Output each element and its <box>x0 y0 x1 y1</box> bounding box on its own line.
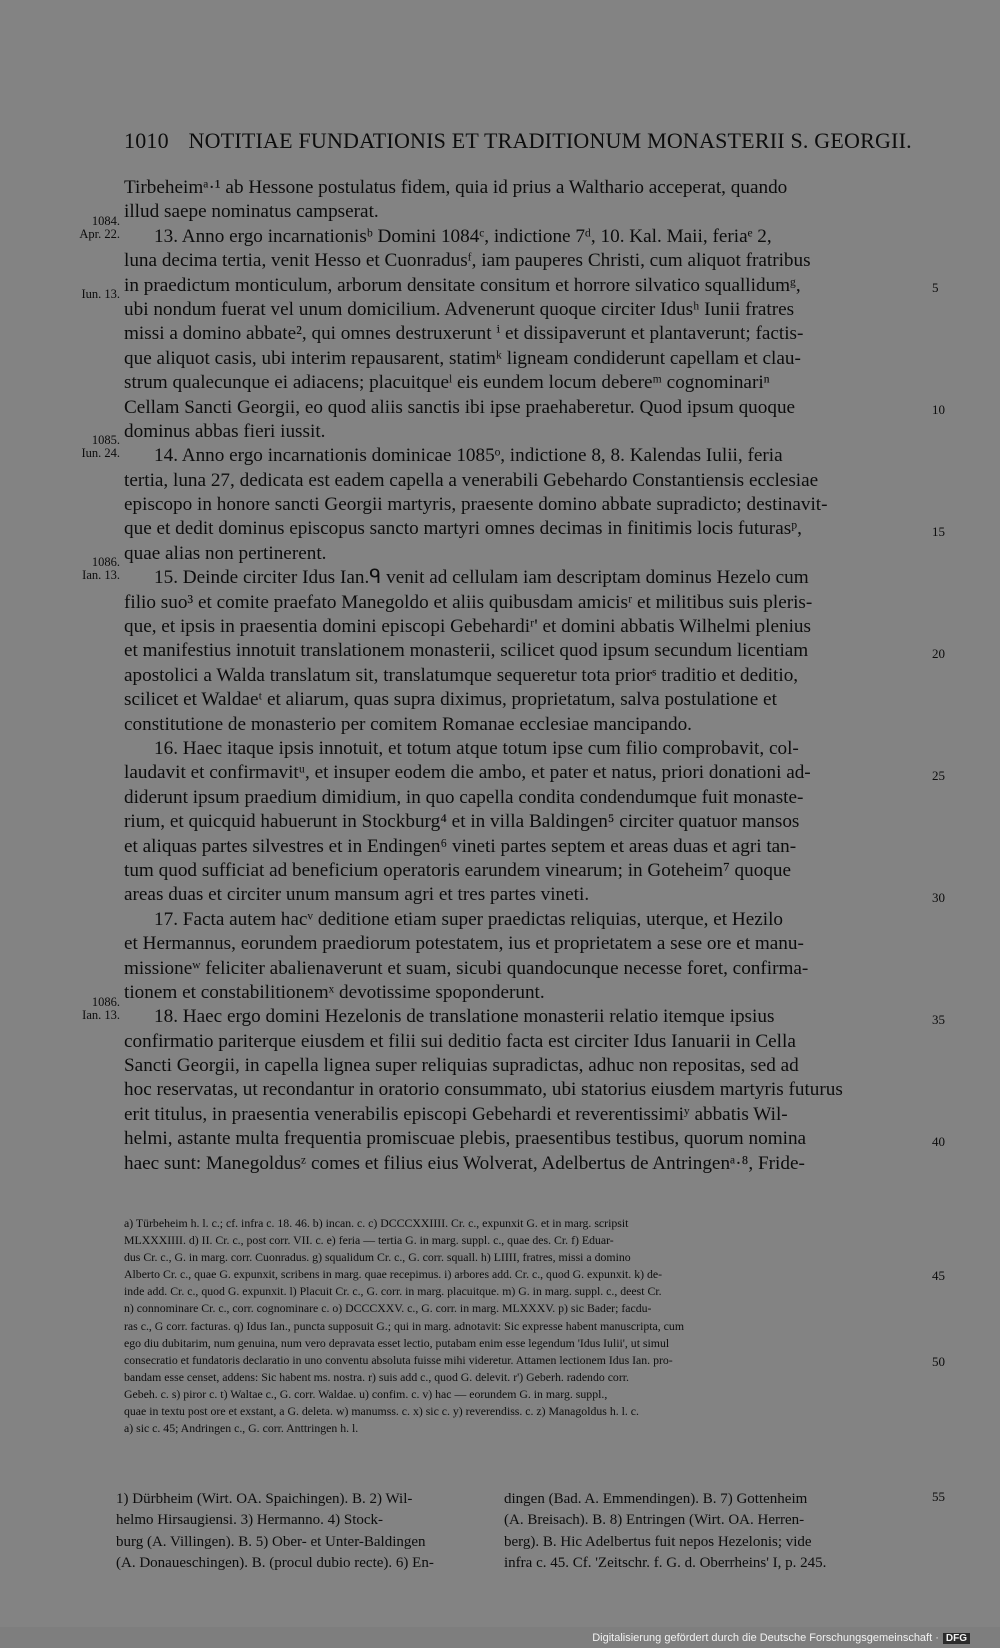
text-line: hoc reservatas, ut recondantur in oratorio consummato, ubi statorius eiusdem martyris futurus <box>124 1079 843 1101</box>
text-line: erit titulus, in praesentia venerabilis episcopi Gebehardi et reverentissimiʸ abbatis Wil- <box>124 1103 788 1125</box>
text-line: haec sunt: Manegoldusᶻ comes et filius eius Wolverat, Adelbertus de Antringenᵃ·⁸, Fride- <box>124 1152 805 1174</box>
text-line: apostolici a Walda translatum sit, translatumque sequeretur tota priorˢ traditio et deditio, <box>124 664 799 686</box>
apparatus-line: Gebeh. c. s) piror c. t) Waltae c., G. corr. Waldae. u) confim. c. v) hac — eorundem G. in marg. suppl., <box>124 1386 608 1401</box>
running-title: NOTITIAE FUNDATIONIS ET TRADITIONUM MONASTERII S. GEORGII. <box>188 128 912 153</box>
critical-apparatus <box>124 1215 930 1437</box>
text-line: 14. Anno ergo incarnationis dominicae 1085ᵒ, indictione 8, 8. Kalendas Iulii, feria <box>154 445 783 467</box>
text-line: ubi nondum fuerat vel unum domicilium. Advenerunt quoque circiter Idusʰ Iunii fratres <box>124 298 795 320</box>
apparatus-line: MLXXXIIII. d) II. Cr. c., post corr. VII. c. e) feria — tertia G. in marg. suppl. c., quae des. Cr. f) Eduar- <box>124 1233 614 1248</box>
main-text <box>124 176 930 1176</box>
line-number: 25 <box>932 767 945 783</box>
text-line: tertia, luna 27, dedicata est eadem capella a venerabili Gebehardo Constantiensis ecclesiae <box>124 469 819 491</box>
text-line: laudavit et confirmavitᵘ, et insuper eodem die ambo, et pater et natus, priori donationi ad- <box>124 762 811 784</box>
line-number: 55 <box>932 1489 945 1504</box>
text-line: constitutione de monasterio per comitem Romanae ecclesiae mancipando. <box>124 713 692 735</box>
text-line: scilicet et Waldaeᵗ et aliarum, quas supra diximus, proprietatum, salva postulatione et <box>124 689 777 711</box>
margin-day: Apr. 22. <box>79 226 120 241</box>
line-number: 20 <box>932 645 945 661</box>
line-number: 40 <box>932 1133 945 1149</box>
text-line: illud saepe nominatus campserat. <box>124 201 379 223</box>
apparatus-line: quae in textu post ore et exstant, a G. deleta. w) manumss. c. x) sic c. y) reverendiss. c. z) Managoldus h. l. c. <box>124 1404 639 1419</box>
margin-year: 1086. <box>91 555 120 570</box>
line-number: 10 <box>932 401 945 417</box>
apparatus-line: consecratio et fundatoris declaratio in uno conventu absoluta fuisse mihi videretur. Attamen lectionem Idus Ian. pro- <box>124 1352 673 1367</box>
margin-date-note <box>68 215 120 241</box>
line-number: 45 <box>932 1268 945 1284</box>
commentary-line: dingen (Bad. A. Emmendingen). B. 7) Gottenheim <box>504 1491 808 1507</box>
credit-text: Digitalisierung gefördert durch die Deutsche Forschungsgemeinschaft · <box>592 1632 939 1644</box>
page-number: 1010 <box>124 128 169 153</box>
commentary-line: (A. Donaueschingen). B. (procul dubio recte). 6) En- <box>116 1555 434 1572</box>
text-line: filio suo³ et comite praefato Manegoldo et aliis quibusdam amicisʳ et militibus suis pleris- <box>124 591 813 613</box>
text-line: luna decima tertia, venit Hesso et Cuonradusᶠ, iam pauperes Christi, cum aliquot fratribus <box>124 250 811 272</box>
text-line: et Hermannus, eorundem praediorum potestatem, ius et proprietatem a sese ore et manu- <box>124 933 804 955</box>
text-line: confirmatio pariterque eiusdem et filii sui deditio facta est circiter Idus Ianuarii in Cella <box>124 1030 796 1052</box>
text-line: diderunt ipsum praedium dimidium, in quo capella condita condendumque fuit monaste- <box>124 786 804 808</box>
text-line: 16. Haec itaque ipsis innotuit, et totum atque totum ipse cum filio comprobavit, col- <box>154 737 799 759</box>
commentary-column-left <box>116 1489 496 1575</box>
text-line: dominus abbas fieri iussit. <box>124 420 326 442</box>
text-line: helmi, astante multa frequentia promiscuae plebis, praesentibus testibus, quorum nomina <box>124 1128 807 1150</box>
text-line: et manifestius innotuit translationem monasterii, scilicet quod ipsum secundum licentiam <box>124 640 809 662</box>
text-line: 18. Haec ergo domini Hezelonis de translatione monasterii relatio itemque ipsius <box>154 1006 775 1028</box>
margin-day: Ian. 13. <box>82 568 120 583</box>
text-line: que et dedit dominus episcopus sancto martyri omnes decimas in finitimis locis futurasᵖ, <box>124 518 802 540</box>
margin-year: 1085. <box>91 433 120 448</box>
text-line: tionem et constabilitionemˣ devotissime spoponderunt. <box>124 981 545 1003</box>
apparatus-line: bandam esse censet, addens: Sic habent ms. nostra. r) suis add c., quod G. delevit. r') Geberh. radendo corr. <box>124 1369 629 1384</box>
margin-day: Iun. 24. <box>81 446 120 461</box>
text-line: strum qualecunque ei adiacens; placuitqueˡ eis eundem locum debereᵐ cognominariⁿ <box>124 372 770 394</box>
apparatus-line: a) Türbeheim h. l. c.; cf. infra c. 18. 46. b) incan. c. c) DCCCXXIIII. Cr. c., expunxit G. et in marg. scripsit <box>124 1216 629 1230</box>
apparatus-line: Alberto Cr. c., quae G. expunxit, scribens in marg. quae recepimus. i) arbores add. Cr. c., quod G. expunxit. k) de- <box>124 1267 663 1282</box>
margin-date-note <box>68 434 120 460</box>
apparatus-line: n) connominare Cr. c., corr. cognominare c. o) DCCCXXV. c., G. corr. in marg. MLXXXV. p) sic Bader; facdu- <box>124 1301 652 1316</box>
line-number: 15 <box>932 523 945 539</box>
line-number: 30 <box>932 889 945 905</box>
text-line: missi a domino abbate², qui omnes destruxerunt ⁱ et dissipaverunt et plantaverunt; factis- <box>124 323 804 345</box>
text-line: rium, et quicquid habuerunt in Stockburg⁴ et in villa Baldingen⁵ circiter quatuor mansos <box>124 811 800 833</box>
apparatus-line: a) sic c. 45; Andringen c., G. corr. Anttringen h. l. <box>124 1421 359 1436</box>
text-line: tum quod sufficiat ad beneficium operatoris earundem vinearum; in Goteheim⁷ quoque <box>124 859 792 881</box>
margin-year: 1084. <box>91 213 120 228</box>
apparatus-line: ras c., G corr. facturas. q) Idus Ian., puncta supposuit G.; qui in marg. adnotavit: Sic expresse habent manuscripta, cum <box>124 1318 684 1333</box>
text-line: Tirbeheimᵃ·¹ ab Hessone postulatus fidem, quia id prius a Walthario acceperat, quando <box>124 177 788 198</box>
apparatus-line: inde add. Cr. c., quod G. expunxit. l) Placuit Cr. c., G. corr. in marg. placuitque. m) G. in marg. suppl. c., deest Cr. <box>124 1284 662 1299</box>
commentary-line: berg). B. Hic Adelbertus fuit nepos Hezelonis; vide <box>504 1533 812 1550</box>
commentary-column-right <box>504 1489 924 1575</box>
digitization-credit <box>592 1632 970 1644</box>
line-number: 35 <box>932 1011 945 1027</box>
commentary-line: (A. Breisach). B. 8) Entringen (Wirt. OA. Herren- <box>504 1512 805 1529</box>
text-line: areas duas et circiter unum mansum agri et tres partes vineti. <box>124 884 590 906</box>
margin-date-note <box>68 996 120 1022</box>
text-line: in praedictum monticulum, arborum densitate consitum et horrore silvatico squallidumᵍ, <box>124 274 801 296</box>
text-line: 17. Facta autem hacᵛ deditione etiam super praedictas reliquias, uterque, et Hezilo <box>154 908 783 930</box>
text-line: que, et ipsis in praesentia domini episcopi Gebehardiʳ' et domini abbatis Wilhelmi plenius <box>124 616 811 638</box>
apparatus-line: dus Cr. c., G. in marg. corr. Cuonradus. g) squalidum Cr. c., G. corr. squall. h) LIIII, fratres, missi a domino <box>124 1250 631 1265</box>
text-line: 13. Anno ergo incarnationisᵇ Domini 1084ᶜ, indictione 7ᵈ, 10. Kal. Maii, feriaᵉ 2, <box>154 225 772 247</box>
commentary-line: 1) Dürbheim (Wirt. OA. Spaichingen). B. 2) Wil- <box>116 1491 413 1507</box>
text-line: quae alias non pertinerent. <box>124 542 327 564</box>
text-line: Sancti Georgii, in capella lignea super reliquias supradictas, adhuc non repositas, sed ad <box>124 1055 799 1077</box>
commentary-line: helmo Hirsaugiensi. 3) Hermanno. 4) Stock- <box>116 1512 384 1529</box>
line-number: 50 <box>932 1353 945 1369</box>
apparatus-line: ego diu dubitarim, num genuina, num vero depravata esset lectio, putabam enim esse legendum 'Idus Iulii', ut simul <box>124 1335 670 1350</box>
text-line: episcopo in honore sancti Georgii martyris, praesente domino abbate supradicto; destinavit- <box>124 494 828 516</box>
margin-date-note <box>68 556 120 582</box>
text-line: Cellam Sancti Georgii, eo quod aliis sanctis ibi ipse praehaberetur. Quod ipsum quoque <box>124 396 796 418</box>
line-number: 5 <box>932 279 939 295</box>
running-head <box>124 128 912 154</box>
text-line: et aliquas partes silvestres et in Endingen⁶ vineti partes septem et areas duas et agri tan- <box>124 835 797 857</box>
margin-date-note <box>68 288 120 301</box>
text-line: que aliquot casis, ubi interim repausarent, statimᵏ ligneam condiderunt capellam et clau- <box>124 347 801 369</box>
dfg-logo: DFG <box>943 1633 970 1644</box>
text-line: 15. Deinde circiter Idus Ian.ᑫ venit ad cellulam iam descriptam dominus Hezelo cum <box>154 567 809 589</box>
commentary-line: burg (A. Villingen). B. 5) Ober- et Unter-Baldingen <box>116 1533 426 1550</box>
text-line: missioneʷ feliciter abalienaverunt et suam, sicubi quandocunque necesse foret, confirma- <box>124 957 809 979</box>
commentary-line: infra c. 45. Cf. 'Zeitschr. f. G. d. Oberrheins' I, p. 245. <box>504 1555 827 1572</box>
margin-day: Iun. 13. <box>81 287 120 301</box>
margin-day: Ian. 13. <box>82 1007 120 1022</box>
margin-year: 1086. <box>91 994 120 1009</box>
